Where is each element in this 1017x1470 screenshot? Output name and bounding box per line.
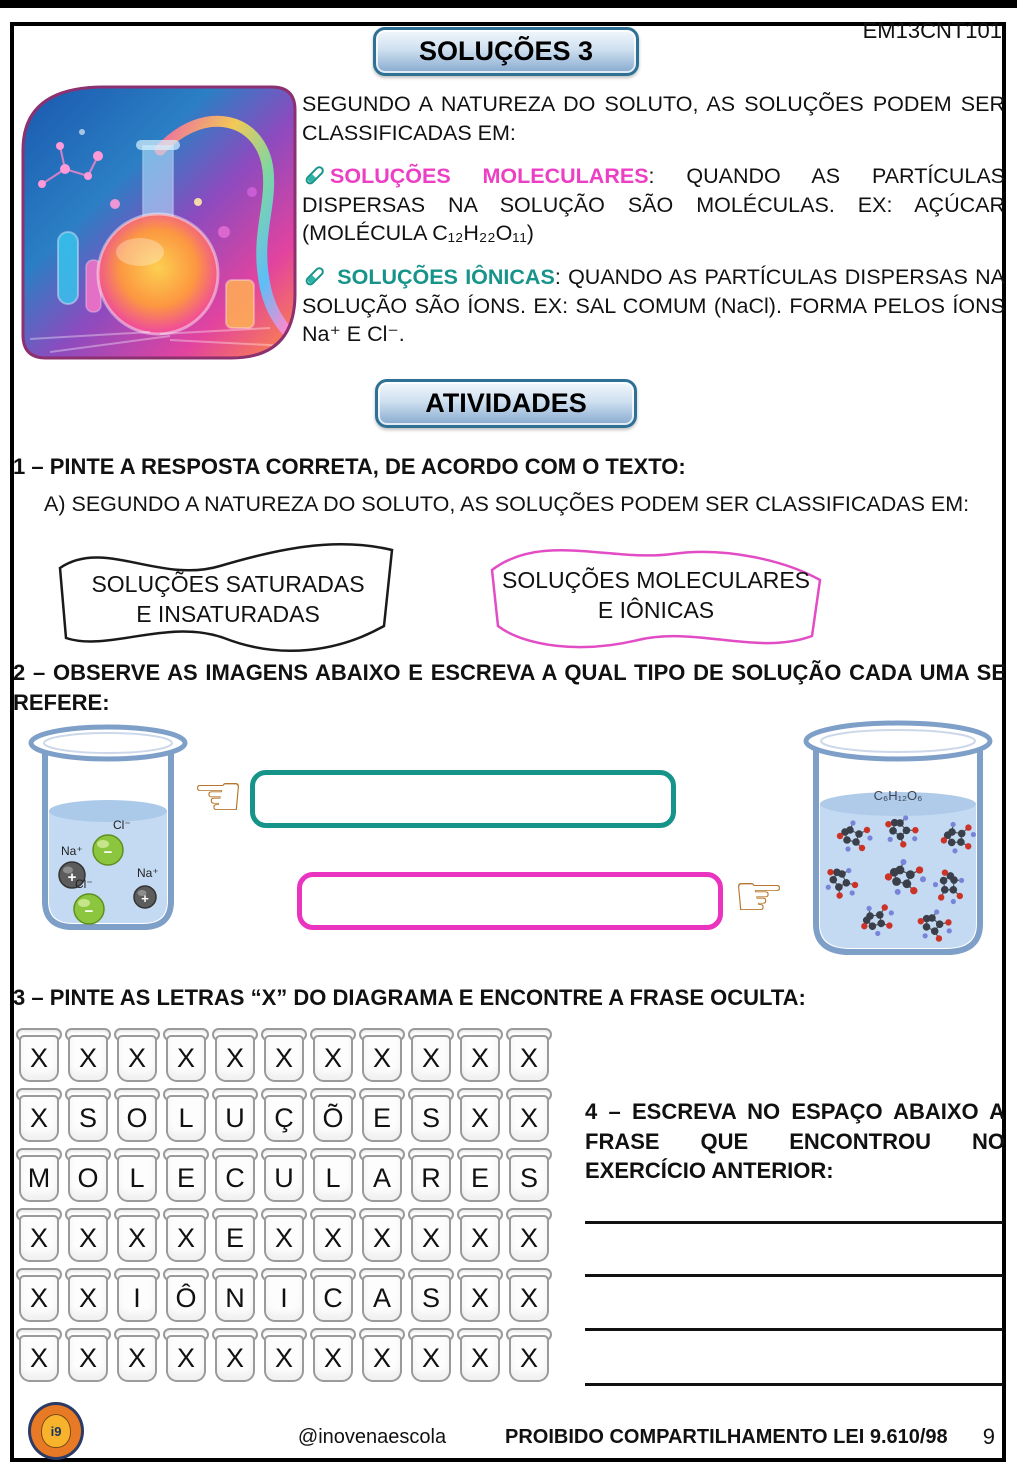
grid-beaker-cell[interactable] (408, 1268, 454, 1322)
grid-beaker-cell[interactable] (310, 1148, 356, 1202)
grid-beaker-cell[interactable] (506, 1088, 552, 1142)
grid-beaker-cell[interactable] (310, 1028, 356, 1082)
activities-heading: ATIVIDADES (375, 379, 637, 428)
grid-beaker-cell[interactable] (163, 1328, 209, 1382)
grid-letter: X (519, 1223, 538, 1253)
grid-beaker-cell[interactable] (408, 1028, 454, 1082)
grid-beaker-cell[interactable] (261, 1148, 307, 1202)
ion-sign: − (103, 844, 113, 861)
grid-row (16, 1028, 552, 1082)
grid-beaker-cell[interactable] (310, 1208, 356, 1262)
option-saturadas-line1: SOLUÇÕES SATURADAS (91, 571, 365, 597)
grid-beaker-cell[interactable] (16, 1028, 62, 1082)
letter-beaker-grid (16, 1028, 552, 1388)
page-title: SOLUÇÕES 3 (373, 27, 639, 76)
grid-letter: X (78, 1283, 97, 1313)
grid-beaker-cell[interactable] (457, 1328, 503, 1382)
grid-letter: X (323, 1343, 342, 1373)
grid-beaker-cell[interactable] (261, 1088, 307, 1142)
grid-letter: X (519, 1283, 538, 1313)
grid-beaker-cell[interactable] (359, 1208, 405, 1262)
grid-letter: X (176, 1343, 195, 1373)
grid-letter: X (470, 1343, 489, 1373)
grid-letter: Õ (322, 1103, 344, 1133)
option-moleculares-line2: E IÔNICAS (597, 597, 715, 623)
grid-letter: X (225, 1043, 244, 1073)
grid-letter: X (421, 1343, 440, 1373)
option-saturadas-line2: E INSATURADAS (136, 601, 320, 627)
grid-beaker-cell[interactable] (16, 1328, 62, 1382)
test-tube-icon (302, 164, 326, 188)
grid-beaker-cell[interactable] (65, 1028, 111, 1082)
term-ionic: SOLUÇÕES IÔNICAS (337, 264, 555, 289)
grid-beaker-cell[interactable] (506, 1328, 552, 1382)
grid-beaker-cell[interactable] (114, 1208, 160, 1262)
answer-write-line[interactable] (585, 1274, 1003, 1277)
grid-letter: E (372, 1103, 391, 1133)
grid-letter: X (29, 1103, 48, 1133)
molecular-solution-beaker (800, 718, 996, 965)
grid-letter: X (29, 1343, 48, 1373)
pointing-hand-right-icon: ☞ (733, 864, 785, 929)
grid-beaker-cell[interactable] (114, 1328, 160, 1382)
answer-write-line[interactable] (585, 1328, 1003, 1331)
grid-beaker-cell[interactable] (65, 1328, 111, 1382)
grid-beaker-cell[interactable] (359, 1088, 405, 1142)
grid-beaker-cell[interactable] (408, 1208, 454, 1262)
ion-label: Cl⁻ (75, 877, 93, 891)
grid-letter: X (127, 1043, 146, 1073)
answer-box-ionic[interactable] (250, 770, 676, 828)
grid-letter: E (176, 1163, 195, 1193)
grid-beaker-cell[interactable] (163, 1148, 209, 1202)
grid-letter: C (323, 1283, 343, 1313)
grid-letter: C (225, 1163, 245, 1193)
grid-beaker-cell[interactable] (457, 1088, 503, 1142)
grid-letter: X (127, 1223, 146, 1253)
bullet-molecular (302, 162, 1005, 248)
term-molecular: SOLUÇÕES MOLECULARES (330, 164, 649, 189)
grid-beaker-cell[interactable] (163, 1268, 209, 1322)
intro-lead: SEGUNDO A NATUREZA DO SOLUTO, AS SOLUÇÕES PODEM SER CLASSIFICADAS EM: (302, 92, 1005, 145)
grid-row (16, 1088, 552, 1142)
grid-beaker-cell[interactable] (408, 1328, 454, 1382)
grid-letter: X (470, 1223, 489, 1253)
grid-beaker-cell[interactable] (310, 1328, 356, 1382)
grid-beaker-cell[interactable] (506, 1268, 552, 1322)
grid-row (16, 1148, 552, 1202)
grid-letter: X (274, 1343, 293, 1373)
grid-beaker-cell[interactable] (506, 1148, 552, 1202)
answer-box-molecular[interactable] (297, 872, 723, 930)
grid-beaker-cell[interactable] (212, 1268, 258, 1322)
grid-beaker-cell[interactable] (261, 1328, 307, 1382)
grid-letter: X (519, 1343, 538, 1373)
grid-row (16, 1268, 552, 1322)
grid-letter: X (176, 1043, 195, 1073)
grid-beaker-cell[interactable] (457, 1208, 503, 1262)
lightbulb-icon: i9 (41, 1414, 71, 1448)
grid-beaker-cell[interactable] (359, 1328, 405, 1382)
grid-letter: X (78, 1043, 97, 1073)
bullet-molecular-text: : QUANDO AS PARTÍCULAS DISPERSAS NA SOLUÇÃO SÃO MOLÉCULAS. EX: AÇÚCAR (MOLÉCULA C₁₂H₂₂O₁₁) (302, 164, 1005, 246)
grid-letter: X (176, 1223, 195, 1253)
grid-letter: X (29, 1043, 48, 1073)
grid-letter: X (519, 1103, 538, 1133)
option-banner-moleculares[interactable] (472, 526, 842, 658)
copyright-notice: PROIBIDO COMPARTILHAMENTO LEI 9.610/98 (505, 1426, 948, 1448)
grid-beaker-cell[interactable] (457, 1028, 503, 1082)
grid-letter: X (78, 1223, 97, 1253)
grid-beaker-cell[interactable] (114, 1088, 160, 1142)
question-4-title: 4 – ESCREVA NO ESPAÇO ABAIXO A FRASE QUE ENCONTROU NO EXERCÍCIO ANTERIOR: (585, 1099, 1005, 1184)
grid-letter: X (470, 1103, 489, 1133)
grid-letter: X (127, 1343, 146, 1373)
ion-sign: + (141, 891, 149, 906)
ion-label: Na⁺ (137, 866, 159, 880)
grid-beaker-cell[interactable] (16, 1148, 62, 1202)
grid-beaker-cell[interactable] (457, 1268, 503, 1322)
grid-beaker-cell[interactable] (359, 1028, 405, 1082)
grid-letter: X (421, 1223, 440, 1253)
grid-beaker-cell[interactable] (212, 1328, 258, 1382)
grid-beaker-cell[interactable] (359, 1268, 405, 1322)
grid-beaker-cell[interactable] (114, 1028, 160, 1082)
grid-letter: X (372, 1223, 391, 1253)
grid-beaker-cell[interactable] (163, 1088, 209, 1142)
grid-letter: X (225, 1343, 244, 1373)
grid-letter: M (27, 1163, 51, 1193)
grid-letter: X (78, 1343, 97, 1373)
grid-beaker-cell[interactable] (408, 1148, 454, 1202)
grid-letter: R (421, 1163, 441, 1193)
ion-sign: + (67, 869, 77, 886)
question-2-title: 2 – OBSERVE AS IMAGENS ABAIXO E ESCREVA A QUAL TIPO DE SOLUÇÃO CADA UMA SE REFERE: (13, 660, 1006, 715)
grid-beaker-cell[interactable] (506, 1208, 552, 1262)
option-banner-saturadas[interactable] (42, 526, 412, 658)
grid-letter: X (323, 1223, 342, 1253)
grid-letter: X (519, 1043, 538, 1073)
grid-letter: X (29, 1283, 48, 1313)
top-black-strip (0, 0, 1017, 8)
grid-letter: O (77, 1163, 99, 1193)
grid-beaker-cell[interactable] (114, 1148, 160, 1202)
grid-letter: E (225, 1223, 244, 1253)
grid-letter: N (225, 1283, 245, 1313)
grid-letter: X (274, 1223, 293, 1253)
grid-letter: S (519, 1163, 538, 1193)
grid-row (16, 1328, 552, 1382)
grid-beaker-cell[interactable] (65, 1268, 111, 1322)
ion-label: Na⁺ (61, 844, 83, 858)
grid-letter: I (133, 1283, 141, 1313)
grid-letter: X (470, 1043, 489, 1073)
grid-beaker-cell[interactable] (261, 1028, 307, 1082)
grid-letter: A (372, 1283, 391, 1313)
page-number: 9 (982, 1424, 995, 1449)
grid-beaker-cell[interactable] (212, 1028, 258, 1082)
question-1-title: 1 – PINTE A RESPOSTA CORRETA, DE ACORDO COM O TEXTO: (13, 454, 686, 479)
grid-letter: X (372, 1043, 391, 1073)
answer-write-line[interactable] (585, 1221, 1003, 1224)
grid-beaker-cell[interactable] (261, 1268, 307, 1322)
grid-beaker-cell[interactable] (408, 1088, 454, 1142)
chemistry-illustration (20, 84, 298, 361)
grid-beaker-cell[interactable] (359, 1148, 405, 1202)
grid-letter: Ç (274, 1103, 294, 1133)
ionic-solution-beaker (27, 723, 189, 936)
grid-letter: X (421, 1043, 440, 1073)
grid-beaker-cell[interactable] (212, 1088, 258, 1142)
inove-na-escola-logo (28, 1402, 84, 1460)
grid-beaker-cell[interactable] (65, 1148, 111, 1202)
grid-beaker-cell[interactable] (506, 1028, 552, 1082)
bncc-code: EM13CNT101 (862, 18, 1002, 43)
option-moleculares-line1: SOLUÇÕES MOLECULARES (501, 567, 811, 593)
grid-beaker-cell[interactable] (310, 1088, 356, 1142)
grid-beaker-cell[interactable] (16, 1208, 62, 1262)
grid-beaker-cell[interactable] (114, 1268, 160, 1322)
grid-letter: U (225, 1103, 245, 1133)
answer-write-line[interactable] (585, 1383, 1003, 1386)
grid-letter: L (178, 1103, 194, 1133)
grid-beaker-cell[interactable] (16, 1088, 62, 1142)
grid-letter: L (129, 1163, 145, 1193)
ion-label: Cl⁻ (113, 818, 131, 832)
question-1-item-a: A) SEGUNDO A NATUREZA DO SOLUTO, AS SOLUÇÕES PODEM SER CLASSIFICADAS EM: (44, 492, 970, 516)
grid-letter: I (280, 1283, 288, 1313)
intro-text-block (302, 90, 1005, 364)
grid-letter: X (29, 1223, 48, 1253)
grid-letter: X (274, 1043, 293, 1073)
grid-letter: S (78, 1103, 97, 1133)
grid-beaker-cell[interactable] (65, 1208, 111, 1262)
grid-beaker-cell[interactable] (212, 1208, 258, 1262)
grid-beaker-cell[interactable] (163, 1208, 209, 1262)
grid-letter: X (323, 1043, 342, 1073)
grid-letter: X (372, 1343, 391, 1373)
grid-letter: Ô (175, 1283, 197, 1313)
pointing-hand-left-icon: ☜ (192, 764, 244, 829)
social-handle: @inovenaescola (297, 1426, 447, 1448)
grid-beaker-cell[interactable] (310, 1268, 356, 1322)
grid-beaker-cell[interactable] (163, 1028, 209, 1082)
grid-letter: X (470, 1283, 489, 1313)
grid-letter: O (126, 1103, 148, 1133)
grid-letter: S (421, 1103, 440, 1133)
grid-letter: U (274, 1163, 294, 1193)
grid-beaker-cell[interactable] (261, 1208, 307, 1262)
grid-beaker-cell[interactable] (457, 1148, 503, 1202)
bullet-ionic-text: : QUANDO AS PARTÍCULAS DISPERSAS NA SOLUÇÃO SÃO ÍONS. EX: SAL COMUM (NaCl). FORMA PELOS ÍONS Na⁺ E Cl⁻. (302, 264, 1005, 347)
bullet-ionic (302, 263, 1005, 349)
grid-letter: S (421, 1283, 440, 1313)
ion-sign: − (84, 903, 94, 920)
grid-letter: A (372, 1163, 391, 1193)
grid-beaker-cell[interactable] (212, 1148, 258, 1202)
grid-letter: L (325, 1163, 341, 1193)
test-tube-icon (302, 265, 326, 289)
grid-beaker-cell[interactable] (16, 1268, 62, 1322)
grid-beaker-cell[interactable] (65, 1088, 111, 1142)
grid-letter: E (470, 1163, 489, 1193)
question-3-title: 3 – PINTE AS LETRAS “X” DO DIAGRAMA E ENCONTRE A FRASE OCULTA: (13, 985, 806, 1010)
glucose-formula-label: C₆H₁₂O₆ (873, 788, 923, 803)
grid-row (16, 1208, 552, 1262)
